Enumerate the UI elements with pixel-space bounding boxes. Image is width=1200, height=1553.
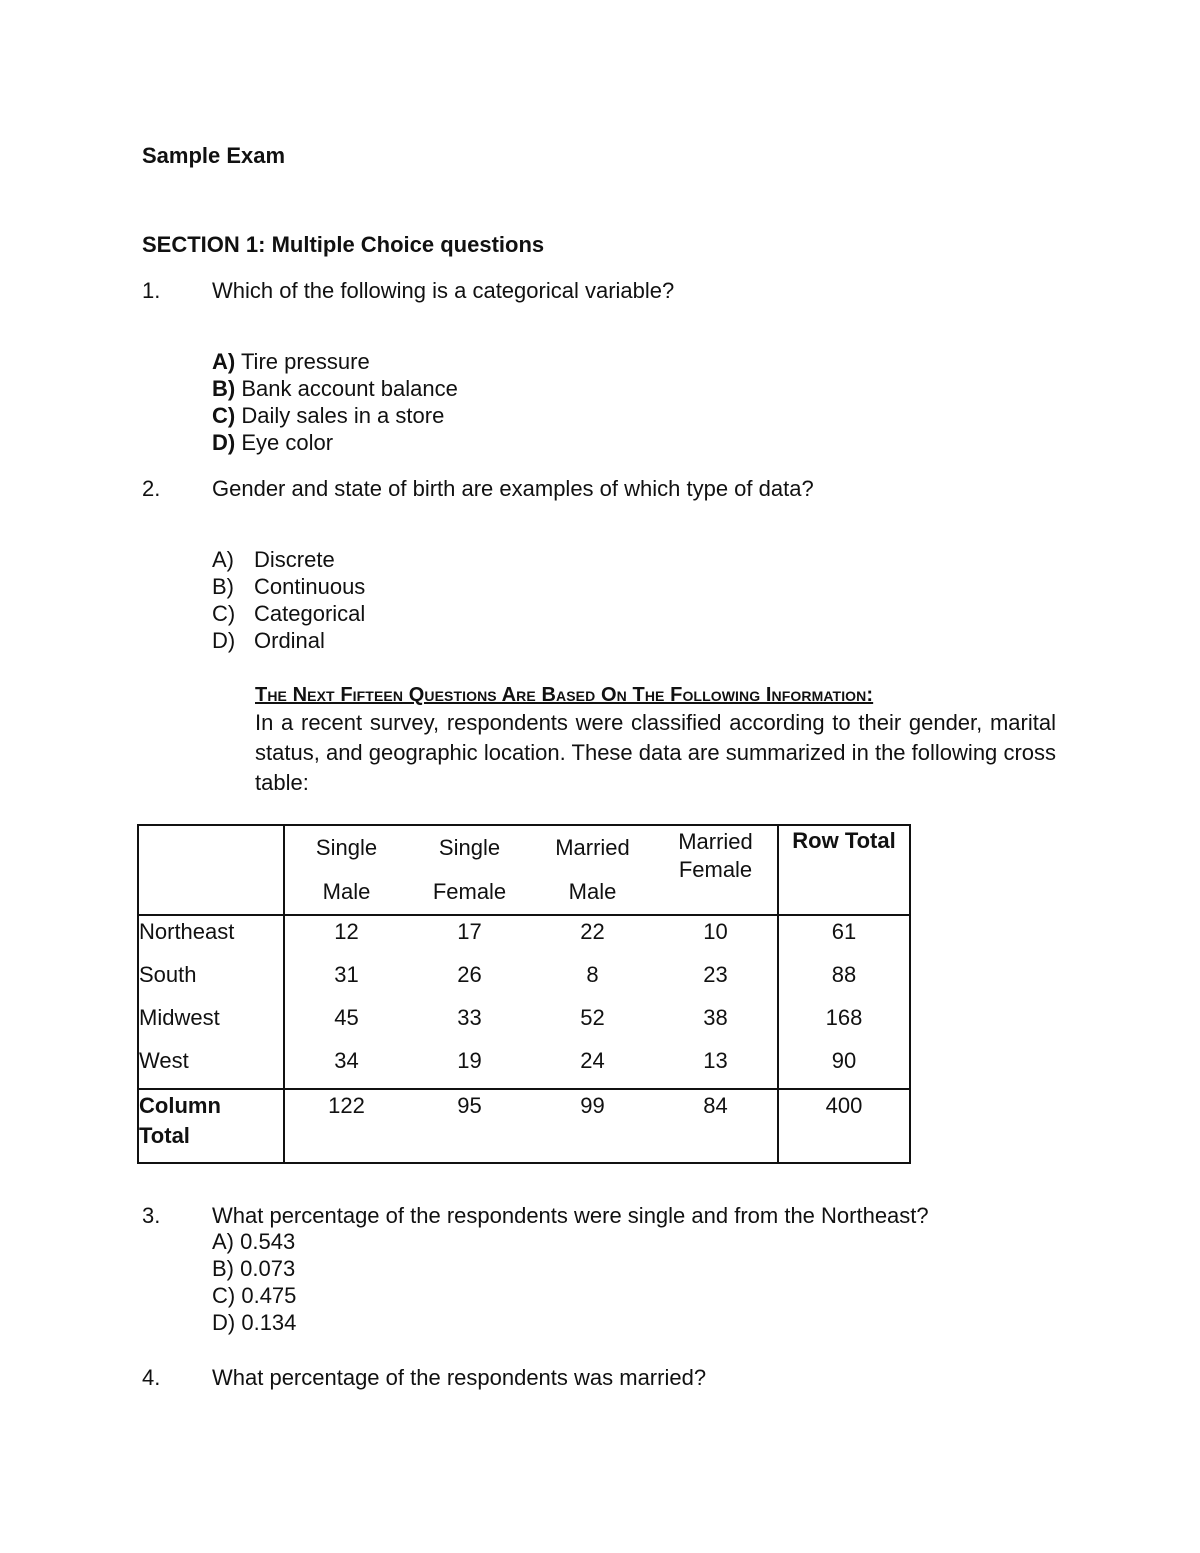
table-cell: 31	[334, 962, 359, 987]
header-married-male: Married Male	[531, 825, 654, 915]
table-row	[138, 1045, 910, 1089]
table-cell: 10	[654, 915, 778, 959]
question-2-options	[212, 546, 365, 654]
question-1-options	[212, 348, 458, 456]
row-total-cell: 90	[778, 1045, 910, 1089]
question-2-number: 2.	[142, 476, 161, 501]
row-total-cell: 88	[778, 959, 910, 1002]
row-label: Midwest	[138, 1002, 284, 1045]
option-a: A) Discrete	[212, 547, 335, 572]
table-cell: 26	[457, 962, 482, 987]
question-3-options	[212, 1228, 296, 1336]
column-total-cell: 99	[531, 1089, 654, 1163]
question-3-number: 3.	[142, 1203, 161, 1228]
table-cell: 8	[586, 962, 599, 987]
table-header-row	[138, 825, 910, 915]
info-heading: The Next Fifteen Questions Are Based On The Following Information:	[255, 684, 874, 706]
table-cell: 22	[580, 919, 605, 944]
info-body: In a recent survey, respondents were classified according to their gender, marital status, and geographic location. These data are summarized in the following cross table:	[255, 710, 1056, 795]
option-a: A) 0.543	[212, 1229, 296, 1254]
row-label: Northeast	[138, 915, 284, 959]
section-heading: SECTION 1: Multiple Choice questions	[142, 232, 545, 257]
question-1-number: 1.	[142, 278, 161, 303]
header-row-total: Row Total	[778, 825, 910, 915]
column-total-label: Column Total	[138, 1089, 284, 1163]
table-cell: 23	[654, 959, 778, 1002]
table-cell: 13	[654, 1045, 778, 1089]
table-cell: 19	[457, 1048, 482, 1073]
option-d: D) Eye color	[212, 430, 334, 455]
header-married-female: Married Female	[654, 825, 778, 915]
table-row	[138, 915, 910, 959]
table-cell: 24	[580, 1048, 605, 1073]
column-total-cell: 122	[284, 1089, 408, 1163]
table-row	[138, 959, 910, 1002]
option-b: B) 0.073	[212, 1256, 296, 1281]
row-total-cell: 168	[778, 1002, 910, 1045]
option-b: B) Bank account balance	[212, 376, 458, 401]
option-b: B) Continuous	[212, 574, 366, 599]
table-cell: 45	[334, 1005, 359, 1030]
question-1-text: Which of the following is a categorical variable?	[212, 278, 675, 303]
cross-table	[137, 824, 911, 1164]
option-c: C) Categorical	[212, 601, 366, 626]
option-a: A) Tire pressure	[212, 349, 370, 374]
option-d: D) 0.134	[212, 1310, 297, 1335]
table-cell: 38	[654, 1002, 778, 1045]
header-single-male: Single Male	[284, 825, 408, 915]
column-total-cell: 95	[408, 1089, 531, 1163]
question-4-number: 4.	[142, 1365, 161, 1390]
table-cell: 33	[457, 1005, 482, 1030]
question-3-text: What percentage of the respondents were single and from the Northeast?	[212, 1203, 929, 1228]
column-total-row	[138, 1089, 910, 1163]
table-cell: 52	[580, 1005, 605, 1030]
question-2-text: Gender and state of birth are examples of which type of data?	[212, 476, 814, 501]
table-row	[138, 1002, 910, 1045]
question-4-text: What percentage of the respondents was married?	[212, 1365, 707, 1390]
table-corner-cell	[138, 825, 284, 915]
row-label: West	[138, 1045, 284, 1089]
grand-total-cell: 400	[778, 1089, 910, 1163]
row-label: South	[138, 959, 284, 1002]
row-total-cell: 61	[778, 915, 910, 959]
column-total-cell: 84	[654, 1089, 778, 1163]
option-c: C) Daily sales in a store	[212, 403, 445, 428]
page-title: Sample Exam	[142, 143, 286, 168]
option-d: D) Ordinal	[212, 628, 325, 653]
header-single-female: Single Female	[408, 825, 531, 915]
table-cell: 17	[457, 919, 482, 944]
option-c: C) 0.475	[212, 1283, 297, 1308]
table-cell: 34	[334, 1048, 359, 1073]
table-cell: 12	[334, 919, 359, 944]
